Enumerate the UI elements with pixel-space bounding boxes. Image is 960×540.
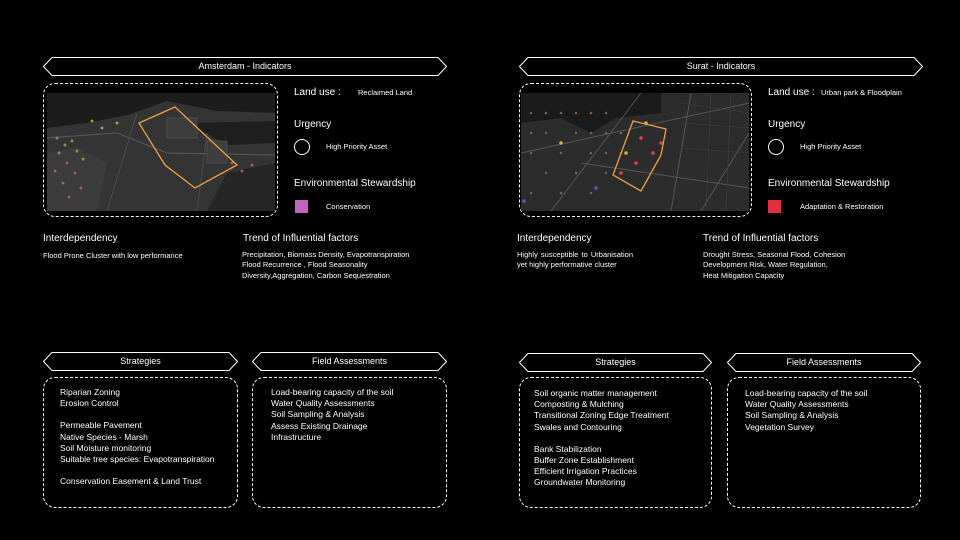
surat-field-header <box>727 353 921 372</box>
surat-urgency-label: Urgency <box>768 119 806 130</box>
field-item: Load-bearing capacity of the soil <box>745 388 868 398</box>
surat-urgency-circle-icon <box>768 139 784 155</box>
strategy-item: Conservation Easement & Land Trust <box>60 476 202 487</box>
surat-field-list <box>745 388 867 433</box>
surat-header-label: Surat - Indicators <box>686 61 756 71</box>
field-item: Water Quality Assessments <box>271 398 375 409</box>
strategy-item: Swales and Contouring <box>534 421 622 432</box>
field-item: Water Quality Assessments <box>745 399 849 410</box>
field-item: Soil Sampling & Analysis <box>271 409 365 420</box>
surat-land-use-label: Land use : <box>768 87 815 98</box>
strategy-item: Groundwater Monitoring <box>534 477 626 488</box>
surat-stewardship-swatch <box>768 200 781 213</box>
amsterdam-strategies-header-label: Strategies <box>120 356 161 366</box>
strategy-item: Soil organic matter management <box>534 388 657 398</box>
field-item: Infrastructure <box>271 431 322 442</box>
strategy-item: Erosion Control <box>60 398 119 409</box>
field-item: Assess Existing Drainage <box>271 420 368 431</box>
strategy-item: Composting & Mulching <box>534 399 624 410</box>
surat-strategies-header-label: Strategies <box>595 357 636 367</box>
strategy-item: Buffer Zone Establishment <box>534 455 635 466</box>
amsterdam-stewardship-label: Environmental Stewardship <box>294 178 416 189</box>
strategy-item: Efficient Irrigation Practices <box>534 466 637 477</box>
surat-interdependency-value: Highly susceptible to Urbanisation yet highly performative cluster <box>517 250 633 270</box>
amsterdam-urgency-label: Urgency <box>294 119 332 130</box>
amsterdam-urgency-value: High Priority Asset <box>326 142 388 151</box>
amsterdam-land-use-label: Land use : <box>294 87 341 98</box>
amsterdam-strategies-list <box>60 387 215 487</box>
amsterdam-interdependency-label: Interdependency <box>43 233 118 244</box>
amsterdam-header <box>43 57 447 76</box>
amsterdam-strategies-header <box>43 352 238 371</box>
surat-trend-line: Heat Mitigation Capacity <box>703 270 785 280</box>
surat-trend-label: Trend of Influential factors <box>703 233 819 244</box>
strategy-item: Riparian Zoning <box>60 387 121 397</box>
surat-strategies-list <box>534 388 669 489</box>
strategy-item: Transitional Zoning Edge Treatment <box>534 410 669 421</box>
amsterdam-interdependency-value: Flood Prone Cluster with low performance <box>43 251 183 260</box>
strategy-item: Bank Stabilization <box>534 443 602 454</box>
strategy-item: Soil Moisture monitoring <box>60 442 152 453</box>
surat-interdependency-label: Interdependency <box>517 233 592 244</box>
amsterdam-stewardship-swatch <box>295 200 308 213</box>
amsterdam-trend-line: Precipitation, Biomass Density, Evapotranspiration <box>242 250 410 259</box>
surat-trend-line: Drought Stress, Seasonal Flood, Cohesion <box>703 250 846 259</box>
amsterdam-map <box>47 93 275 211</box>
amsterdam-trend-line: Diversity,Aggregation, Carbon Sequestration <box>242 270 390 280</box>
surat-field-header-label: Field Assessments <box>786 357 862 367</box>
amsterdam-header-label: Amsterdam - Indicators <box>198 61 292 71</box>
strategy-item: Permeable Pavement <box>60 420 142 431</box>
amsterdam-trend-label: Trend of Influential factors <box>243 233 359 244</box>
field-item: Vegetation Survey <box>745 421 814 432</box>
surat-urgency-value: High Priority Asset <box>800 142 862 151</box>
surat-map <box>521 93 749 211</box>
amsterdam-trend-list <box>242 250 409 281</box>
surat-header <box>519 57 923 76</box>
amsterdam-trend-line: Flood Recurrence , Flood Seasonality <box>242 260 368 270</box>
amsterdam-field-header <box>252 352 447 371</box>
surat-strategies-header <box>519 353 712 372</box>
surat-trend-list <box>703 250 845 281</box>
amsterdam-stewardship-value: Conservation <box>326 202 371 211</box>
strategy-item: Native Species - Marsh <box>60 431 148 442</box>
amsterdam-field-list <box>271 387 393 443</box>
field-item: Soil Sampling & Analysis <box>745 410 839 421</box>
amsterdam-field-header-label: Field Assessments <box>311 356 388 366</box>
surat-trend-line: Development Risk, Water Regulation, <box>703 260 828 270</box>
strategy-item: Suitable tree species: Evapotranspiration <box>60 454 215 465</box>
surat-stewardship-value: Adaptation & Restoration <box>800 202 884 211</box>
surat-land-use-value: Urban park & Floodplain <box>821 88 902 97</box>
field-item: Load-bearing capacity of the soil <box>271 387 394 397</box>
amsterdam-land-use-value: Reclaimed Land <box>358 88 413 97</box>
amsterdam-urgency-circle-icon <box>294 139 310 155</box>
surat-stewardship-label: Environmental Stewardship <box>768 178 890 189</box>
